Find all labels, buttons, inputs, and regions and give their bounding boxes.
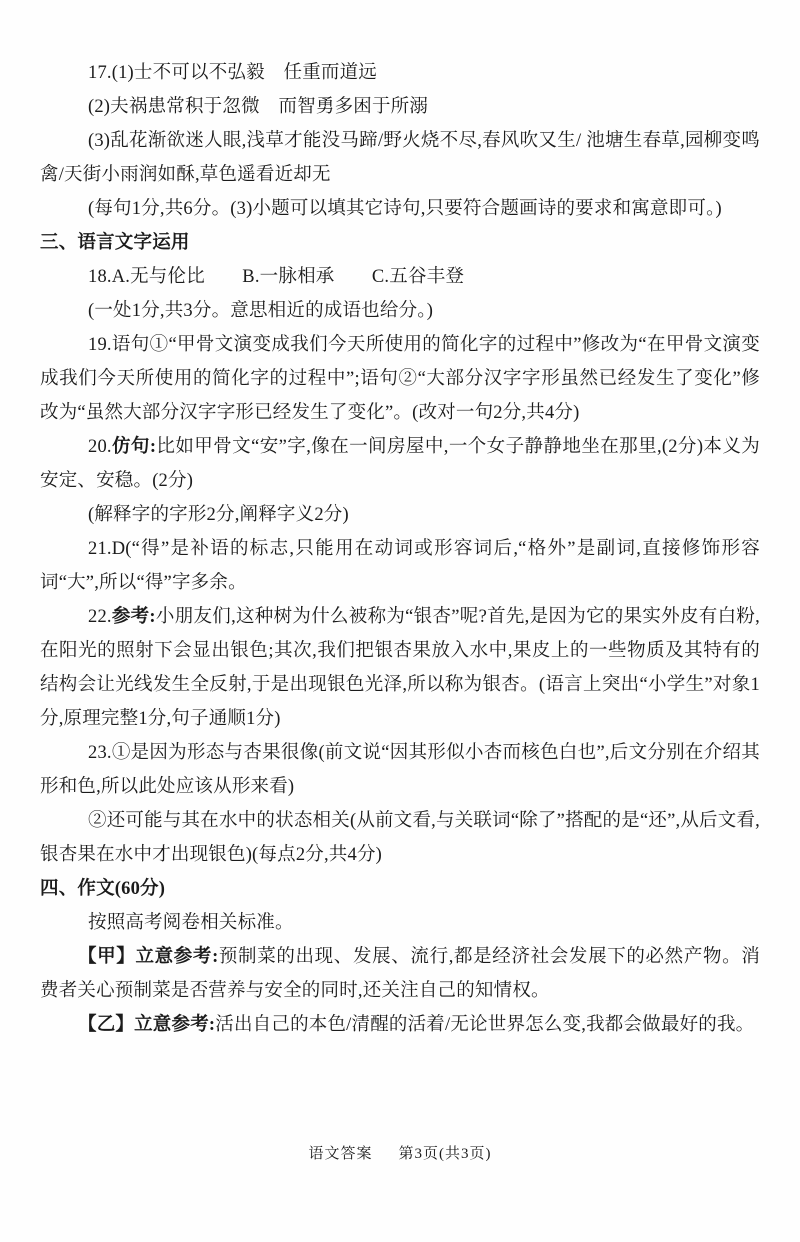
answer-18 [40, 260, 760, 294]
essay-yi-reference [40, 1008, 760, 1042]
text-segment: 22. [88, 607, 112, 627]
text-segment: 20. [88, 437, 112, 457]
answer-22 [40, 600, 760, 736]
footer-page-number: 第3页(共3页) [398, 1146, 492, 1162]
answer-20-scoring [40, 498, 760, 532]
footer-doc-title: 语文答案 [308, 1146, 373, 1162]
section-4-heading [40, 872, 760, 906]
text-segment: 18.A.无与伦比 B.一脉相承 C.五谷丰登 [88, 267, 465, 287]
page-footer [0, 1142, 800, 1163]
text-segment: (解释字的字形2分,阐释字义2分) [88, 505, 349, 525]
bold-text-segment: 【甲】立意参考: [78, 947, 219, 967]
essay-standard-note [40, 906, 760, 940]
text-segment: (每句1分,共6分。(3)小题可以填其它诗句,只要符合题画诗的要求和寓意即可。) [88, 199, 722, 219]
text-segment: 预制菜的出现、发展、流行,都是经济社会发展下的必然产物。消费者关心预制菜是否营养与安全的同时,还关注自己的知情权。 [40, 947, 760, 1001]
answer-19 [40, 328, 760, 430]
text-segment: 21.D(“得”是补语的标志,只能用在动词或形容词后,“格外”是副词,直接修饰形容词“大”,所以“得”字多余。 [40, 539, 760, 593]
text-segment: (2)夫祸患常积于忽微 而智勇多困于所溺 [88, 97, 429, 117]
text-segment: (3)乱花渐欲迷人眼,浅草才能没马蹄/野火烧不尽,春风吹又生/ 池塘生春草,园柳变鸣禽/天街小雨润如酥,草色遥看近却无 [40, 131, 760, 185]
bold-text-segment: 三、语言文字运用 [40, 233, 190, 253]
bold-text-segment: 仿句: [111, 437, 157, 457]
answer-20 [40, 430, 760, 498]
answer-23-1 [40, 736, 760, 804]
text-segment: 23.①是因为形态与杏果很像(前文说“因其形似小杏而核色白也”,后文分别在介绍其形和色,所以此处应该从形来看) [40, 743, 760, 797]
text-segment: 按照高考阅卷相关标准。 [88, 913, 294, 933]
bold-text-segment: 【乙】立意参考: [78, 1015, 216, 1035]
text-segment: ②还可能与其在水中的状态相关(从前文看,与关联词“除了”搭配的是“还”,从后文看,银杏果在水中才出现银色)(每点2分,共4分) [40, 811, 760, 865]
text-segment: 活出自己的本色/清醒的活着/无论世界怎么变,我都会做最好的我。 [215, 1015, 755, 1035]
answer-23-2 [40, 804, 760, 872]
text-segment: 17.(1)士不可以不弘毅 任重而道远 [88, 63, 377, 83]
bold-text-segment: 参考: [111, 607, 156, 627]
answer-17-2 [40, 90, 760, 124]
answer-18-scoring [40, 294, 760, 328]
text-segment: 小朋友们,这种树为什么被称为“银杏”呢?首先,是因为它的果实外皮有白粉,在阳光的照射下会显出银色;其次,我们把银杏果放入水中,果皮上的一些物质及其特有的结构会让光线发生全反射,于是出现银色光泽,所以称为银杏。(语言上突出“小学生”对象1分,原理完整1分,句子通顺1分) [40, 607, 760, 729]
section-3-heading [40, 226, 760, 260]
bold-text-segment: 四、作文(60分) [40, 879, 166, 899]
answer-17-1 [40, 56, 760, 90]
answer-content [40, 56, 760, 1042]
text-segment: 比如甲骨文“安”字,像在一间房屋中,一个女子静静地坐在那里,(2分)本义为安定、安稳。(2分) [40, 437, 760, 491]
essay-jia-reference [40, 940, 760, 1008]
text-segment: (一处1分,共3分。意思相近的成语也给分。) [88, 301, 434, 321]
text-segment: 19.语句①“甲骨文演变成我们今天所使用的简化字的过程中”修改为“在甲骨文演变成我们今天所使用的简化字的过程中”;语句②“大部分汉字字形虽然已经发生了变化”修改为“虽然大部分汉字字形已经发生了变化”。(改对一句2分,共4分) [40, 335, 760, 423]
answer-17-scoring [40, 192, 760, 226]
answer-17-3 [40, 124, 760, 192]
answer-21 [40, 532, 760, 600]
